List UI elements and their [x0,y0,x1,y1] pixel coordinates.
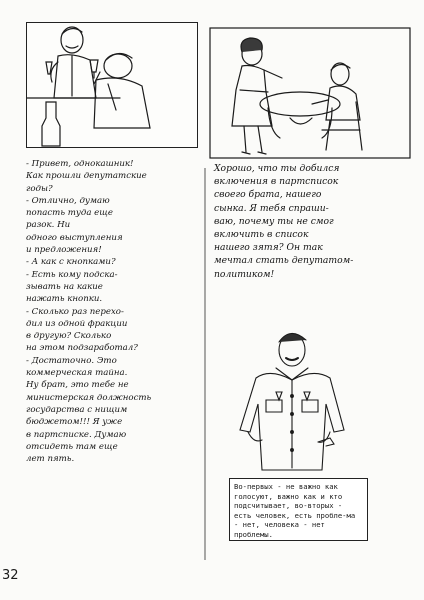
left-line: - Сколько раз перехо- [26,306,124,317]
left-line: - А как с кнопками? [26,257,116,268]
left-line: зывать на какие [26,281,103,292]
quote-caption: Во-первых - не важно как голосуют, важно как и кто подсчитывает, во-вторых - есть человек, есть пробле-ма - нет, человека - нет проблемы. [229,478,368,541]
left-line: нажать кнопки. [26,294,103,305]
left-line: бюджетом!!! Я уже [26,417,123,428]
right-line: включить в список [214,229,309,241]
left-line: одного выступления [26,232,123,243]
left-line: Ну брат, это тебе не [26,380,129,391]
left-line: - Привет, однокашник! [26,159,134,169]
left-line: на этом подзаработал? [26,343,138,354]
left-line: - Есть кому подска- [26,269,118,280]
left-line: Как прошли депутатские [26,171,147,182]
left-line: попасть туда еще [26,208,113,219]
left-line: отсидеть там еще [26,441,118,452]
right-line: нашего зятя? Он так [214,242,323,254]
left-line: коммерческая тайна. [26,368,128,379]
left-line: в другую? Сколько [26,331,112,342]
left-line: в партсписке. Думаю [26,429,127,440]
page-number: 32 [2,568,19,583]
left-line: - Достаточно. Это [26,355,117,366]
right-line: сынка. Я тебя спраши- [214,202,329,214]
right-line: своего брата, нашего [214,189,322,201]
left-line: - Отлично, думаю [26,195,110,206]
right-line: Хорошо, что ты добился [214,163,340,174]
right-line: включения в партсписок [214,176,339,188]
left-line: годы? [26,183,53,194]
left-line: и предложения! [26,245,102,256]
left-line: дил из одной фракции [26,318,128,329]
left-line: лет пять. [26,454,75,465]
right-line: ваю, почему ты не смог [214,215,334,227]
right-line: политиком! [214,268,275,280]
left-line: государства с нищим [26,404,128,415]
left-line: министерская должность [26,392,152,403]
left-line: разок. Ни [26,220,71,231]
right-line: мечтал стать депутатом- [214,255,354,267]
